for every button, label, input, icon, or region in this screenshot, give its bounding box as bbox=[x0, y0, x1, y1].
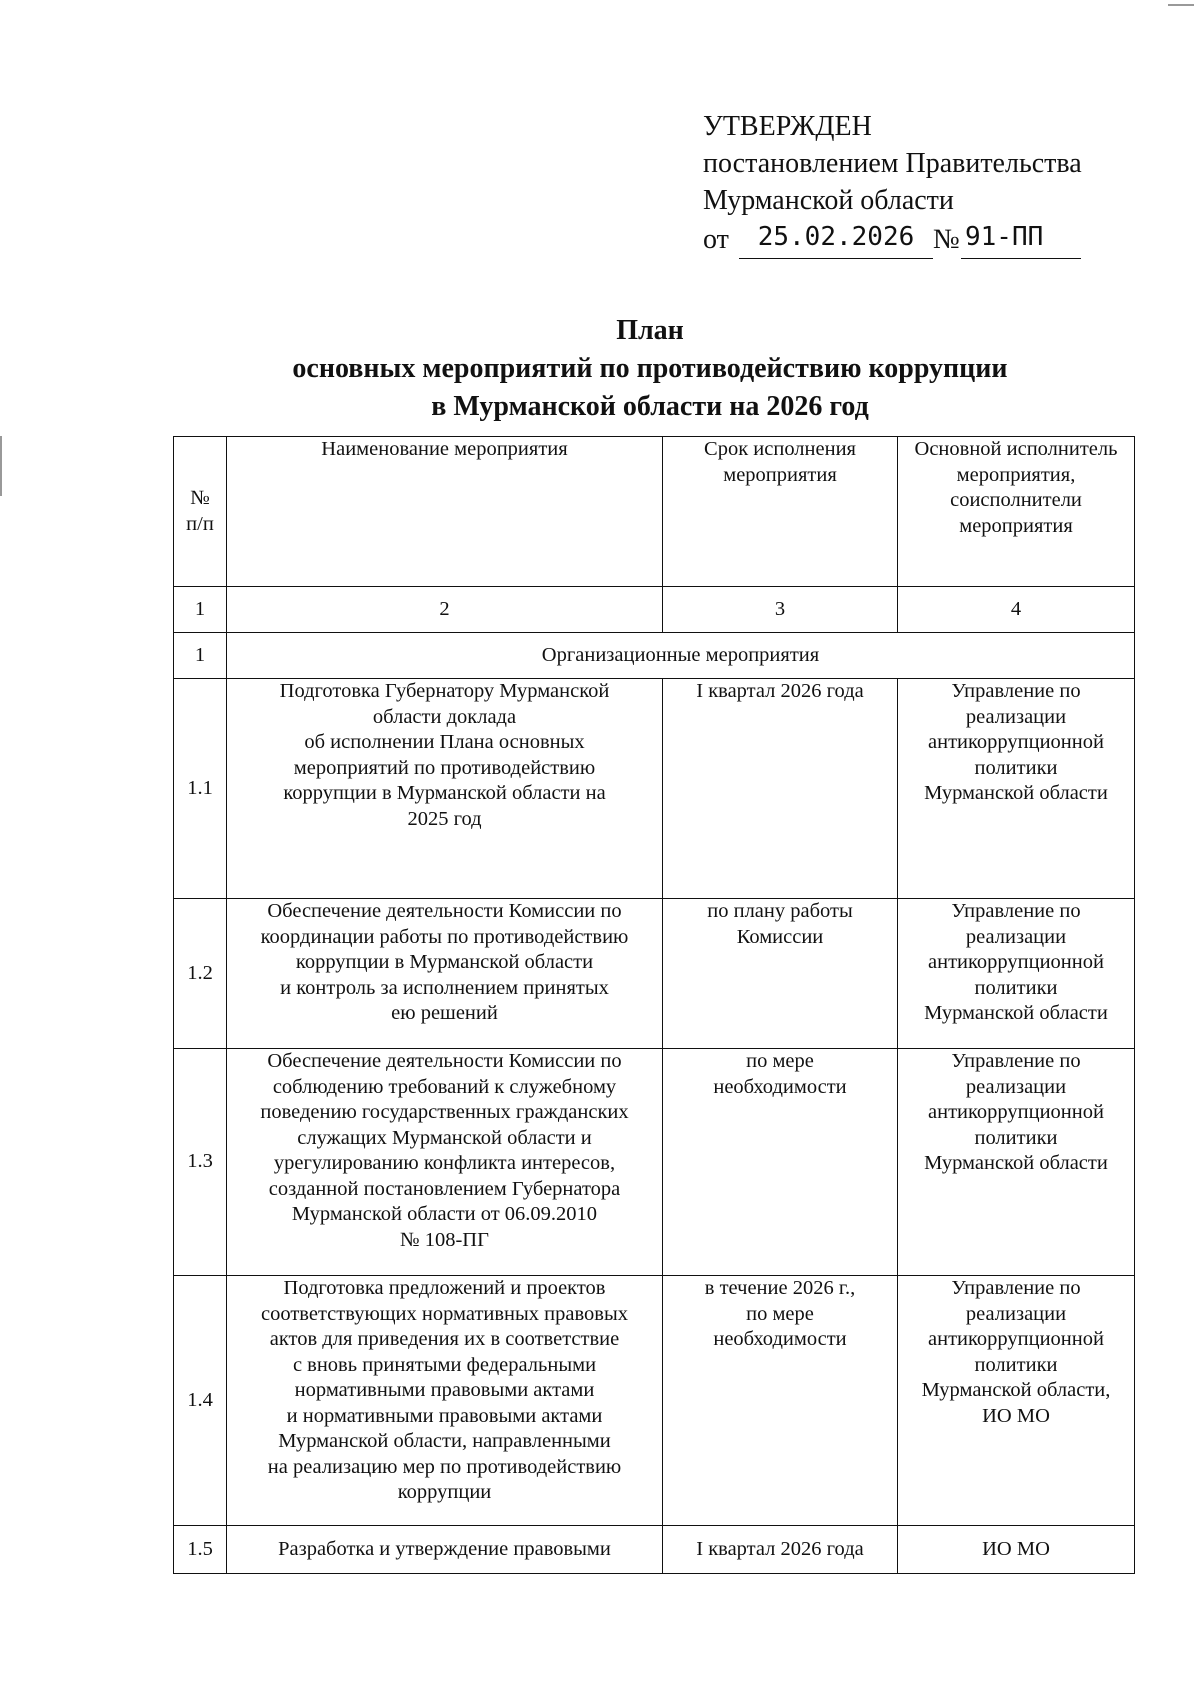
text-line: № 108-ПГ bbox=[400, 1228, 489, 1251]
header-row bbox=[174, 437, 1135, 587]
header-executor: Основной исполнитель мероприятия, соисполнители мероприятия bbox=[898, 437, 1135, 587]
text-line: Мурманской области bbox=[924, 1152, 1108, 1174]
text-line: I квартал 2026 года bbox=[696, 1537, 864, 1560]
text-line: по мере bbox=[746, 1302, 814, 1325]
row-num: 1.4 bbox=[174, 1276, 227, 1526]
text-line: Управление по bbox=[951, 1050, 1081, 1072]
text-line: Управление по bbox=[951, 1277, 1081, 1299]
column-number-row bbox=[174, 587, 1135, 633]
row-deadline bbox=[663, 679, 898, 899]
text-line: Разработка и утверждение правовыми bbox=[278, 1537, 611, 1560]
text-line: с вновь принятыми федеральными bbox=[292, 1353, 597, 1376]
text-line: Обеспечение деятельности Комиссии по bbox=[267, 1050, 622, 1072]
text-line: на реализацию мер по противодействию bbox=[267, 1455, 622, 1478]
text-line: нормативными правовыми актами bbox=[294, 1379, 595, 1401]
header-deadline: Срок исполнения мероприятия bbox=[663, 437, 898, 587]
text-line: коррупции в Мурманской области bbox=[295, 951, 594, 973]
section-num: 1 bbox=[174, 633, 227, 679]
row-executor bbox=[898, 899, 1135, 1049]
date-prefix: от bbox=[703, 224, 729, 255]
text-line: Подготовка Губернатору Мурманской bbox=[279, 680, 610, 702]
text-line: реализации bbox=[965, 925, 1067, 948]
row-name bbox=[227, 899, 663, 1049]
approval-line-1: постановлением Правительства bbox=[703, 148, 1082, 179]
text-line: реализации bbox=[965, 1075, 1067, 1098]
approval-line-2: Мурманской области bbox=[703, 185, 954, 216]
row-name bbox=[227, 679, 663, 899]
row-name bbox=[227, 1526, 663, 1574]
text-line: реализации bbox=[965, 705, 1067, 728]
column-number: 3 bbox=[663, 587, 898, 633]
text-line: Обеспечение деятельности Комиссии по bbox=[267, 900, 622, 922]
row-num: 1.1 bbox=[174, 679, 227, 899]
text-line: необходимости bbox=[713, 1328, 847, 1350]
text-line: созданной постановлением Губернатора bbox=[268, 1177, 621, 1200]
text-line: политики bbox=[974, 976, 1058, 999]
text-line: Подготовка предложений и проектов bbox=[283, 1277, 606, 1299]
approval-title: УТВЕРЖДЕН bbox=[703, 111, 872, 142]
row-deadline bbox=[663, 1049, 898, 1276]
text-line: по мере bbox=[746, 1050, 814, 1072]
plan-table bbox=[173, 436, 1135, 1574]
text-line: Комиссии bbox=[736, 925, 824, 948]
text-line: I квартал 2026 года bbox=[696, 680, 864, 702]
row-deadline bbox=[663, 1526, 898, 1574]
column-number: 4 bbox=[898, 587, 1135, 633]
section-title: Организационные мероприятия bbox=[227, 633, 1135, 679]
approval-date-row bbox=[703, 219, 1123, 259]
text-line: по плану работы bbox=[707, 900, 853, 922]
text-line: коррупции bbox=[397, 1481, 492, 1503]
row-deadline bbox=[663, 899, 898, 1049]
approval-stamp bbox=[703, 108, 1123, 259]
text-line: ИО МО bbox=[982, 1404, 1050, 1427]
row-num: 1.5 bbox=[174, 1526, 227, 1574]
row-deadline bbox=[663, 1276, 898, 1526]
text-line: ИО МО bbox=[982, 1537, 1050, 1560]
plan-title bbox=[160, 312, 1140, 426]
text-line: ею решений bbox=[391, 1002, 498, 1024]
section-row bbox=[174, 633, 1135, 679]
text-line: коррупции в Мурманской области на bbox=[283, 782, 606, 804]
text-line: поведению государственных гражданских bbox=[260, 1101, 629, 1123]
scan-edge-mark bbox=[1168, 4, 1194, 6]
row-executor bbox=[898, 1276, 1135, 1526]
table-row bbox=[174, 1276, 1135, 1526]
text-line: соблюдению требований к служебному bbox=[272, 1075, 617, 1098]
row-name bbox=[227, 1049, 663, 1276]
text-line: Мурманской области bbox=[924, 782, 1108, 804]
approval-number: 91-ПП bbox=[961, 219, 1081, 259]
text-line: необходимости bbox=[713, 1075, 847, 1098]
table-row bbox=[174, 1049, 1135, 1276]
text-line: антикоррупционной bbox=[928, 951, 1104, 973]
scan-edge-mark bbox=[0, 436, 2, 496]
text-line: урегулированию конфликта интересов, bbox=[273, 1152, 616, 1174]
table-row bbox=[174, 1526, 1135, 1574]
text-line: области доклада bbox=[372, 705, 517, 728]
text-line: политики bbox=[974, 1126, 1058, 1149]
column-number: 1 bbox=[174, 587, 227, 633]
row-executor bbox=[898, 1049, 1135, 1276]
header-num: № п/п bbox=[174, 437, 227, 587]
text-line: об исполнении Плана основных bbox=[304, 731, 585, 753]
text-line: соответствующих нормативных правовых bbox=[261, 1302, 628, 1325]
text-line: Управление по bbox=[951, 900, 1081, 922]
number-label: № bbox=[933, 224, 960, 255]
text-line: мероприятий по противодействию bbox=[293, 756, 596, 779]
row-executor bbox=[898, 1526, 1135, 1574]
text-line: координации работы по противодействию bbox=[260, 925, 629, 948]
text-line: политики bbox=[974, 1353, 1058, 1376]
text-line: Мурманской области bbox=[924, 1002, 1108, 1024]
table-row bbox=[174, 899, 1135, 1049]
text-line: и нормативными правовыми актами bbox=[286, 1404, 603, 1427]
row-executor bbox=[898, 679, 1135, 899]
text-line: актов для приведения их в соответствие bbox=[269, 1328, 620, 1350]
text-line: 2025 год bbox=[407, 807, 482, 830]
text-line: в течение 2026 г., bbox=[704, 1277, 856, 1299]
text-line: и контроль за исполнением принятых bbox=[280, 976, 609, 999]
text-line: антикоррупционной bbox=[928, 1328, 1104, 1350]
text-line: Управление по bbox=[951, 680, 1081, 702]
row-num: 1.3 bbox=[174, 1049, 227, 1276]
text-line: служащих Мурманской области и bbox=[297, 1126, 592, 1149]
text-line: реализации bbox=[965, 1302, 1067, 1325]
plan-title-line-3: в Мурманской области на 2026 год bbox=[431, 391, 869, 422]
text-line: антикоррупционной bbox=[928, 731, 1104, 753]
approval-date: 25.02.2026 bbox=[739, 219, 933, 259]
text-line: антикоррупционной bbox=[928, 1101, 1104, 1123]
plan-title-line-1: План bbox=[616, 315, 684, 346]
text-line: Мурманской области, направленными bbox=[278, 1430, 611, 1452]
table-row bbox=[174, 679, 1135, 899]
row-num: 1.2 bbox=[174, 899, 227, 1049]
text-line: Мурманской области, bbox=[921, 1379, 1111, 1401]
header-name: Наименование мероприятия bbox=[227, 437, 663, 587]
plan-title-line-2: основных мероприятий по противодействию коррупции bbox=[292, 353, 1008, 384]
text-line: Мурманской области от 06.09.2010 bbox=[291, 1203, 598, 1225]
column-number: 2 bbox=[227, 587, 663, 633]
text-line: политики bbox=[974, 756, 1058, 779]
row-name bbox=[227, 1276, 663, 1526]
